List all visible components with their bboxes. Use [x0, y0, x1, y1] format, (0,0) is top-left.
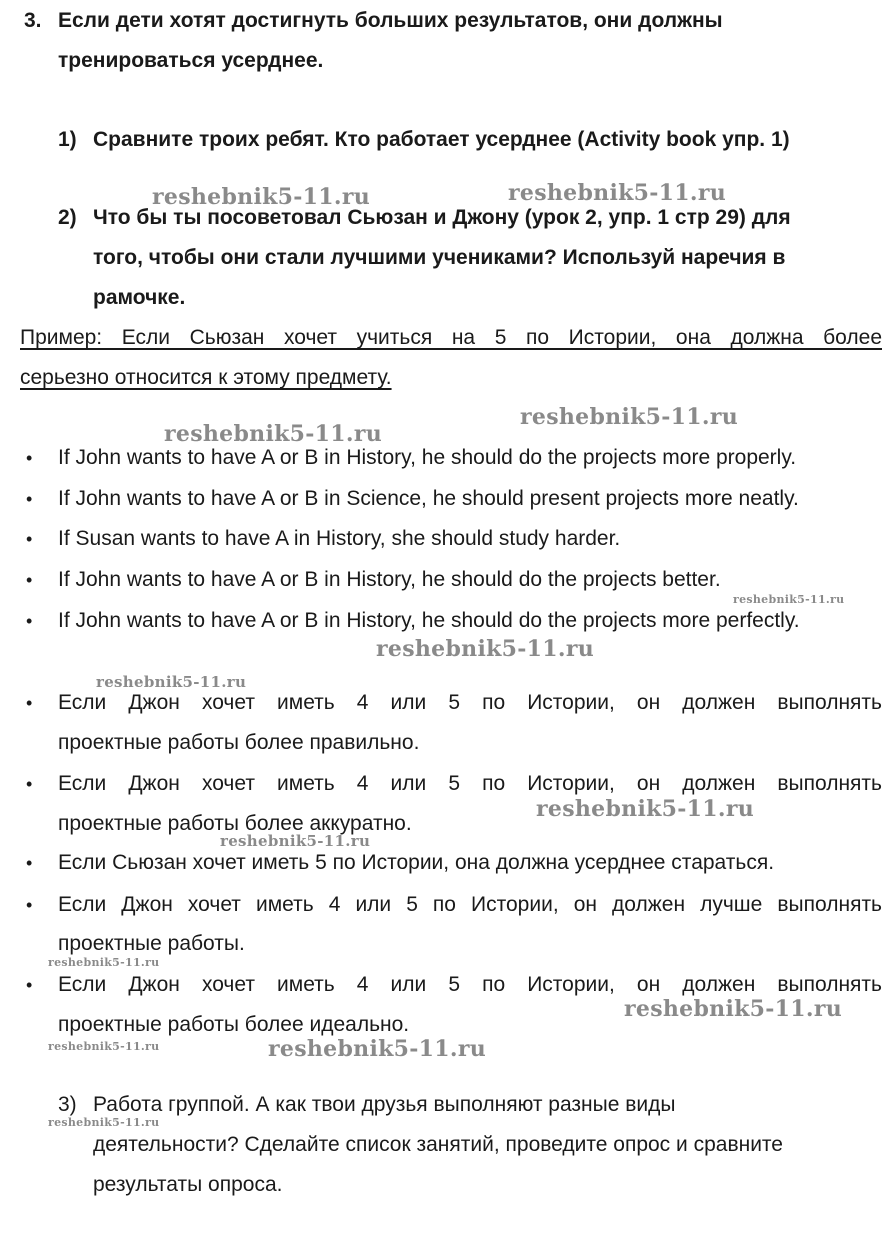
task-title-line1: Если дети хотят достигнуть больших результатов, они должны: [58, 9, 723, 32]
subtask1-text: Сравните троих ребят. Кто работает усерднее (Activity book упр. 1): [93, 128, 790, 151]
subtask3-line1: Работа группой. А как твои друзья выполняют разные виды: [93, 1093, 676, 1116]
subtask3-line3: результаты опроса.: [93, 1173, 283, 1196]
watermark: reshebnik5-11.ru: [220, 832, 371, 850]
russian-answer-4-line2: проектные работы.: [58, 932, 245, 955]
russian-answer-2-line2: проектные работы более аккуратно.: [58, 812, 412, 835]
bullet-icon: •: [26, 975, 33, 995]
bullet-icon: •: [26, 774, 33, 794]
subtask2-line1: Что бы ты посоветовал Сьюзан и Джону (урок 2, упр. 1 стр 29) для: [93, 206, 791, 229]
watermark: reshebnik5-11.ru: [48, 1116, 160, 1129]
russian-answer-4-line1: Если Джон хочет иметь 4 или 5 по Истории, он должен лучше выполнять: [58, 893, 882, 916]
bullet-icon: •: [26, 611, 33, 631]
subtask3-number: 3): [58, 1093, 77, 1116]
russian-answer-5-line2: проектные работы более идеально.: [58, 1013, 410, 1036]
subtask3-line2: деятельности? Сделайте список занятий, проведите опрос и сравните: [93, 1133, 783, 1156]
bullet-icon: •: [26, 529, 33, 549]
watermark: reshebnik5-11.ru: [624, 996, 843, 1022]
example-line1: Пример: Если Сьюзан хочет учиться на 5 по Истории, она должна более: [20, 326, 882, 349]
bullet-icon: •: [26, 853, 33, 873]
watermark: reshebnik5-11.ru: [152, 184, 371, 210]
russian-answer-5-line1: Если Джон хочет иметь 4 или 5 по Истории, он должен выполнять: [58, 973, 882, 996]
russian-answer-1-line2: проектные работы более правильно.: [58, 731, 420, 754]
watermark: reshebnik5-11.ru: [268, 1036, 487, 1062]
russian-answer-1-line1: Если Джон хочет иметь 4 или 5 по Истории, он должен выполнять: [58, 691, 882, 714]
watermark: reshebnik5-11.ru: [48, 956, 160, 969]
english-answer-1: If John wants to have A or B in History, he should do the projects more properly.: [58, 446, 797, 469]
subtask1-number: 1): [58, 128, 77, 151]
watermark: reshebnik5-11.ru: [48, 1040, 160, 1053]
task-title-line2: тренироваться усерднее.: [58, 49, 324, 72]
watermark: reshebnik5-11.ru: [508, 180, 727, 206]
bullet-icon: •: [26, 895, 33, 915]
english-answer-4: If John wants to have A or B in History, he should do the projects better.: [58, 568, 721, 591]
subtask2-number: 2): [58, 206, 77, 229]
english-answer-3: If Susan wants to have A in History, she should study harder.: [58, 527, 621, 550]
russian-answer-2-line1: Если Джон хочет иметь 4 или 5 по Истории, он должен выполнять: [58, 772, 882, 795]
bullet-icon: •: [26, 448, 33, 468]
bullet-icon: •: [26, 489, 33, 509]
watermark: reshebnik5-11.ru: [164, 421, 383, 447]
watermark: reshebnik5-11.ru: [96, 673, 247, 691]
bullet-icon: •: [26, 693, 33, 713]
subtask2-line2: того, чтобы они стали лучшими учениками? Используй наречия в: [93, 246, 786, 269]
english-answer-5: If John wants to have A or B in History, he should do the projects more perfectly.: [58, 609, 800, 632]
watermark: reshebnik5-11.ru: [733, 593, 845, 606]
russian-answer-3-line1: Если Сьюзан хочет иметь 5 по Истории, она должна усерднее стараться.: [58, 851, 775, 874]
watermark: reshebnik5-11.ru: [520, 404, 739, 430]
example-line2: серьезно относится к этому предмету.: [20, 366, 392, 389]
bullet-icon: •: [26, 570, 33, 590]
watermark: reshebnik5-11.ru: [376, 636, 595, 662]
task-number: 3.: [24, 9, 42, 32]
english-answer-2: If John wants to have A or B in Science, he should present projects more neatly.: [58, 487, 799, 510]
subtask2-line3: рамочке.: [93, 286, 186, 309]
watermark: reshebnik5-11.ru: [536, 796, 755, 822]
